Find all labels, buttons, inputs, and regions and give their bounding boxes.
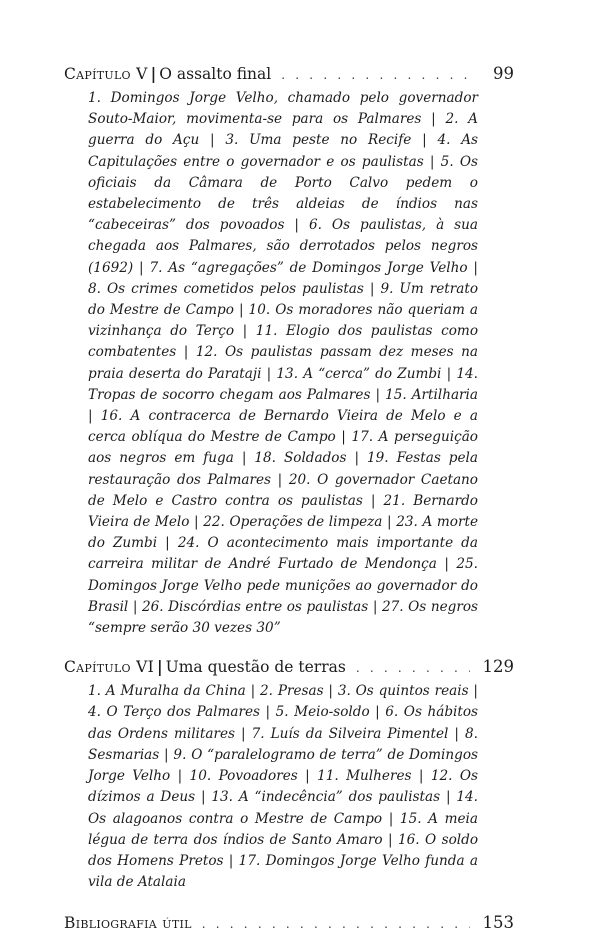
chapter-number: Capítulo VI (64, 658, 155, 677)
chapter-title: O assalto final (159, 65, 272, 83)
separator: | (150, 64, 157, 83)
toc-entry-label-group (64, 655, 346, 679)
dot-leader (281, 63, 470, 87)
page-number: 99 (493, 64, 514, 83)
toc-entry-chapter-5 (64, 62, 514, 639)
toc-entry-label-group (64, 62, 271, 86)
page-number: 153 (482, 913, 514, 933)
toc-entry-chapter-6 (64, 655, 514, 893)
page-number: 129 (482, 657, 514, 677)
chapter-summary: 1. Domingos Jorge Velho, chamado pelo governador Souto-Maior, movimenta-se para os Palmares | 2. A guerra do Açu | 3. Uma peste no Recife | 4. As Capitulações entre o governador e os paulistas | 5. Os oficiais da Câmara de Porto Calvo pedem o estabelecimento de três aldeias de índios nas “cabeceiras” dos povoados | 6. Os paulistas, à sua chegada aos Palmares, são derrotados pelos negros (1692) | 7. As “agregações” de Domingos Jorge Velho | 8. Os crimes cometidos pelos paulistas | 9. Um retrato do Mestre de Campo | 10. Os moradores não queriam a vizinhança do Terço | 11. Elogio dos paulistas como combatentes | 12. Os paulistas passam dez meses na praia deserta do Parataji | 13. A “cerca” do Zumbi | 14. Tropas de socorro chegam aos Palmares | 15. Artilharia | 16. A contracerca de Bernardo Vieira de Melo e a cerca oblíqua do Mestre de Campo | 17. A perseguição aos negros em fuga | 18. Soldados | 19. Festas pela restauração dos Palmares | 20. O governador Caetano de Melo e Castro contra os paulistas | 21. Bernardo Vieira de Melo | 22. Operações de limpeza | 23. A morte do Zumbi | 24. O acontecimento mais importante da carreira militar de André Furtado de Mendonça | 25. Domingos Jorge Velho pede munições ao governador do Brasil | 26. Discórdias entre os paulistas | 27. Os negros “sempre serão 30 vezes 30” (88, 90, 478, 637)
toc-entry-heading[interactable] (64, 655, 514, 680)
dot-leader (202, 912, 470, 936)
chapter-title: Uma questão de terras (165, 658, 346, 677)
chapter-number: Capítulo V (64, 65, 148, 83)
dot-leader (356, 656, 470, 680)
toc-entry-label-group (64, 911, 192, 935)
table-of-contents (64, 62, 514, 936)
separator: | (157, 657, 163, 677)
chapter-summary: 1. A Muralha da China | 2. Presas | 3. Os quintos reais | 4. O Terço dos Palmares | 5. Meio-soldo | 6. Os hábitos das Ordens militares | 7. Luís da Silveira Pimentel | 8. Sesmarias | 9. O “paralelogramo de terra” de Domingos Jorge Velho | 10. Povoadores | 11. Mulheres | 12. Os dízimos a Deus | 13. A “indecência” dos paulistas | 14. Os alagoanos contra o Mestre de Campo | 15. A meia légua de terra dos índios de Santo Amaro | 16. O soldo dos Homens Pretos | 17. Domingos Jorge Velho funda a vila de Atalaia (88, 683, 478, 891)
toc-entry-heading[interactable] (64, 62, 514, 87)
toc-entry-heading[interactable] (64, 911, 514, 936)
toc-entry-bibliography (64, 911, 514, 936)
section-title: Bibliografia útil (64, 914, 192, 933)
